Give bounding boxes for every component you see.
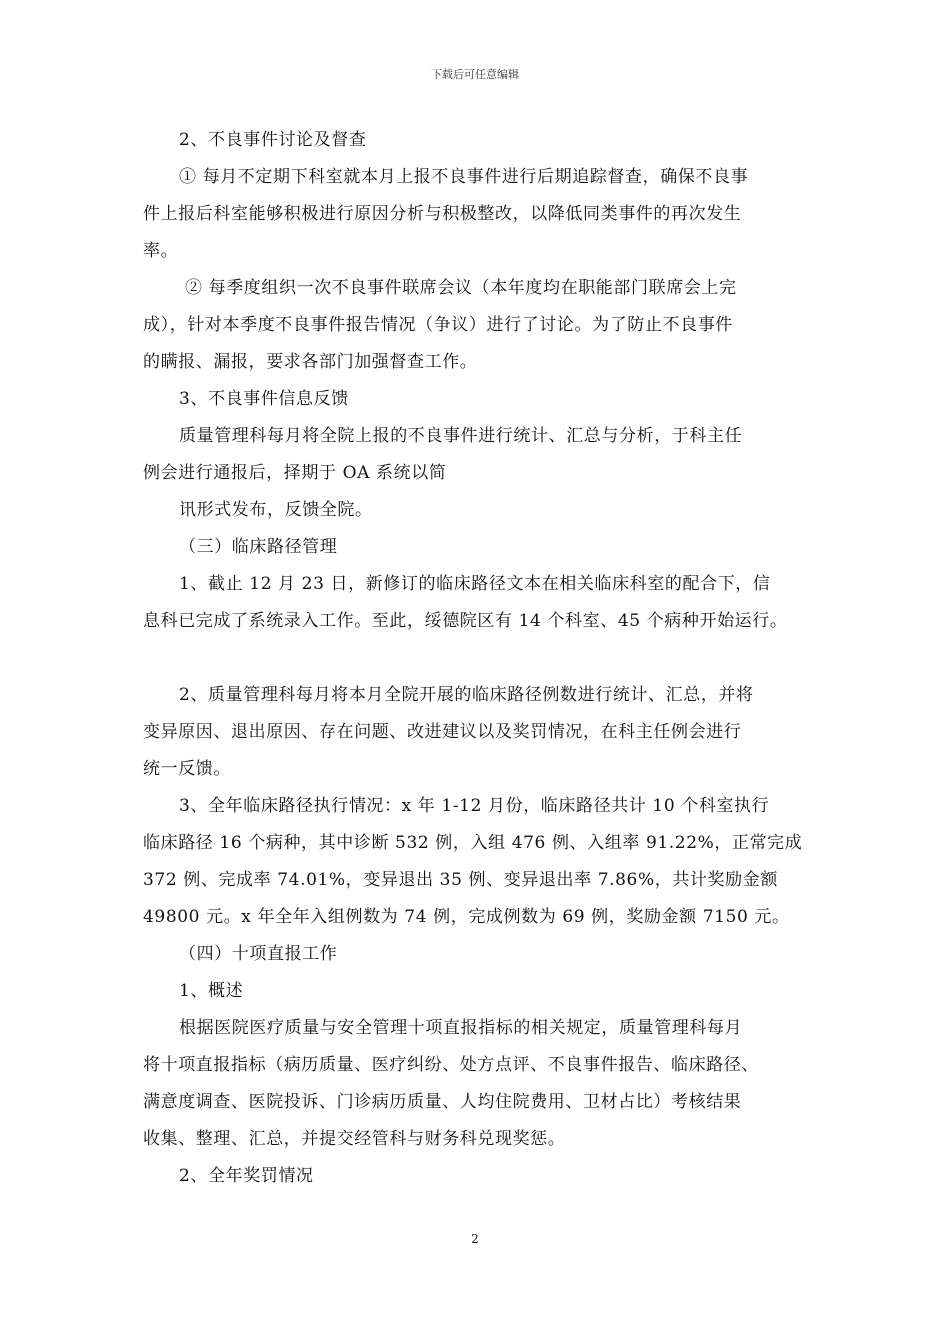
paragraph-line: 件上报后科室能够积极进行原因分析与积极整改，以降低同类事件的再次发生: [143, 204, 742, 224]
blank-line: [143, 640, 823, 677]
paragraph-line: 统一反馈。: [143, 759, 231, 779]
paragraph-line: 3、全年临床路径执行情况：x 年 1-12 月份，临床路径共计 10 个科室执行: [179, 796, 770, 816]
paragraph-line: 372 例、完成率 74.01%，变异退出 35 例、变异退出率 7.86%，共计奖励金额: [143, 870, 778, 890]
paragraph-line: 息科已完成了系统录入工作。至此，绥德院区有 14 个科室、45 个病种开始运行。: [143, 611, 788, 631]
paragraph-line: 2、质量管理科每月将本月全院开展的临床路径例数进行统计、汇总，并将: [179, 685, 754, 705]
section-heading-clinical-pathway: （三）临床路径管理: [179, 537, 338, 557]
section-heading-adverse-discussion: 2、不良事件讨论及督查: [179, 130, 367, 150]
section-heading-ten-reports: （四）十项直报工作: [179, 944, 338, 964]
subheading-annual-rewards: 2、全年奖罚情况: [179, 1166, 314, 1186]
paragraph-line: 将十项直报指标（病历质量、医疗纠纷、处方点评、不良事件报告、临床路径、: [143, 1055, 759, 1075]
paragraph-line: 根据医院医疗质量与安全管理十项直报指标的相关规定，质量管理科每月: [179, 1018, 743, 1038]
paragraph-line: 临床路径 16 个病种，其中诊断 532 例，入组 476 例、入组率 91.22%，正常完成: [143, 833, 803, 853]
section-heading-feedback: 3、不良事件信息反馈: [179, 389, 349, 409]
paragraph-line: 率。: [143, 241, 179, 261]
paragraph-line: 质量管理科每月将全院上报的不良事件进行统计、汇总与分析，于科主任: [179, 426, 743, 446]
paragraph-line: 49800 元。x 年全年入组例数为 74 例，完成例数为 69 例，奖励金额 7150 元。: [143, 907, 790, 927]
paragraph-line: 满意度调查、医院投诉、门诊病历质量、人均住院费用、卫材占比）考核结果: [143, 1092, 742, 1112]
paragraph-line: 例会进行通报后，择期于 OA 系统以简: [143, 463, 447, 483]
paragraph-line: 变异原因、退出原因、存在问题、改进建议以及奖罚情况，在科主任例会进行: [143, 722, 742, 742]
paragraph-line: 成），针对本季度不良事件报告情况（争议）进行了讨论。为了防止不良事件: [143, 315, 733, 335]
page-header: 下载后可任意编辑: [431, 68, 519, 81]
document-body: [143, 122, 823, 1195]
paragraph-line: 的瞒报、漏报，要求各部门加强督查工作。: [143, 352, 478, 372]
paragraph-line: 收集、整理、汇总，并提交经管科与财务科兑现奖惩。: [143, 1129, 566, 1149]
paragraph-line: ① 每月不定期下科室就本月上报不良事件进行后期追踪督查，确保不良事: [179, 167, 749, 187]
paragraph-line: 1、截止 12 月 23 日，新修订的临床路径文本在相关临床科室的配合下，信: [179, 574, 771, 594]
page-number: 2: [471, 1232, 479, 1246]
paragraph-line: 讯形式发布，反馈全院。: [179, 500, 373, 520]
paragraph-line: ② 每季度组织一次不良事件联席会议（本年度均在职能部门联席会上完: [185, 278, 737, 298]
subheading-overview: 1、概述: [179, 981, 244, 1001]
